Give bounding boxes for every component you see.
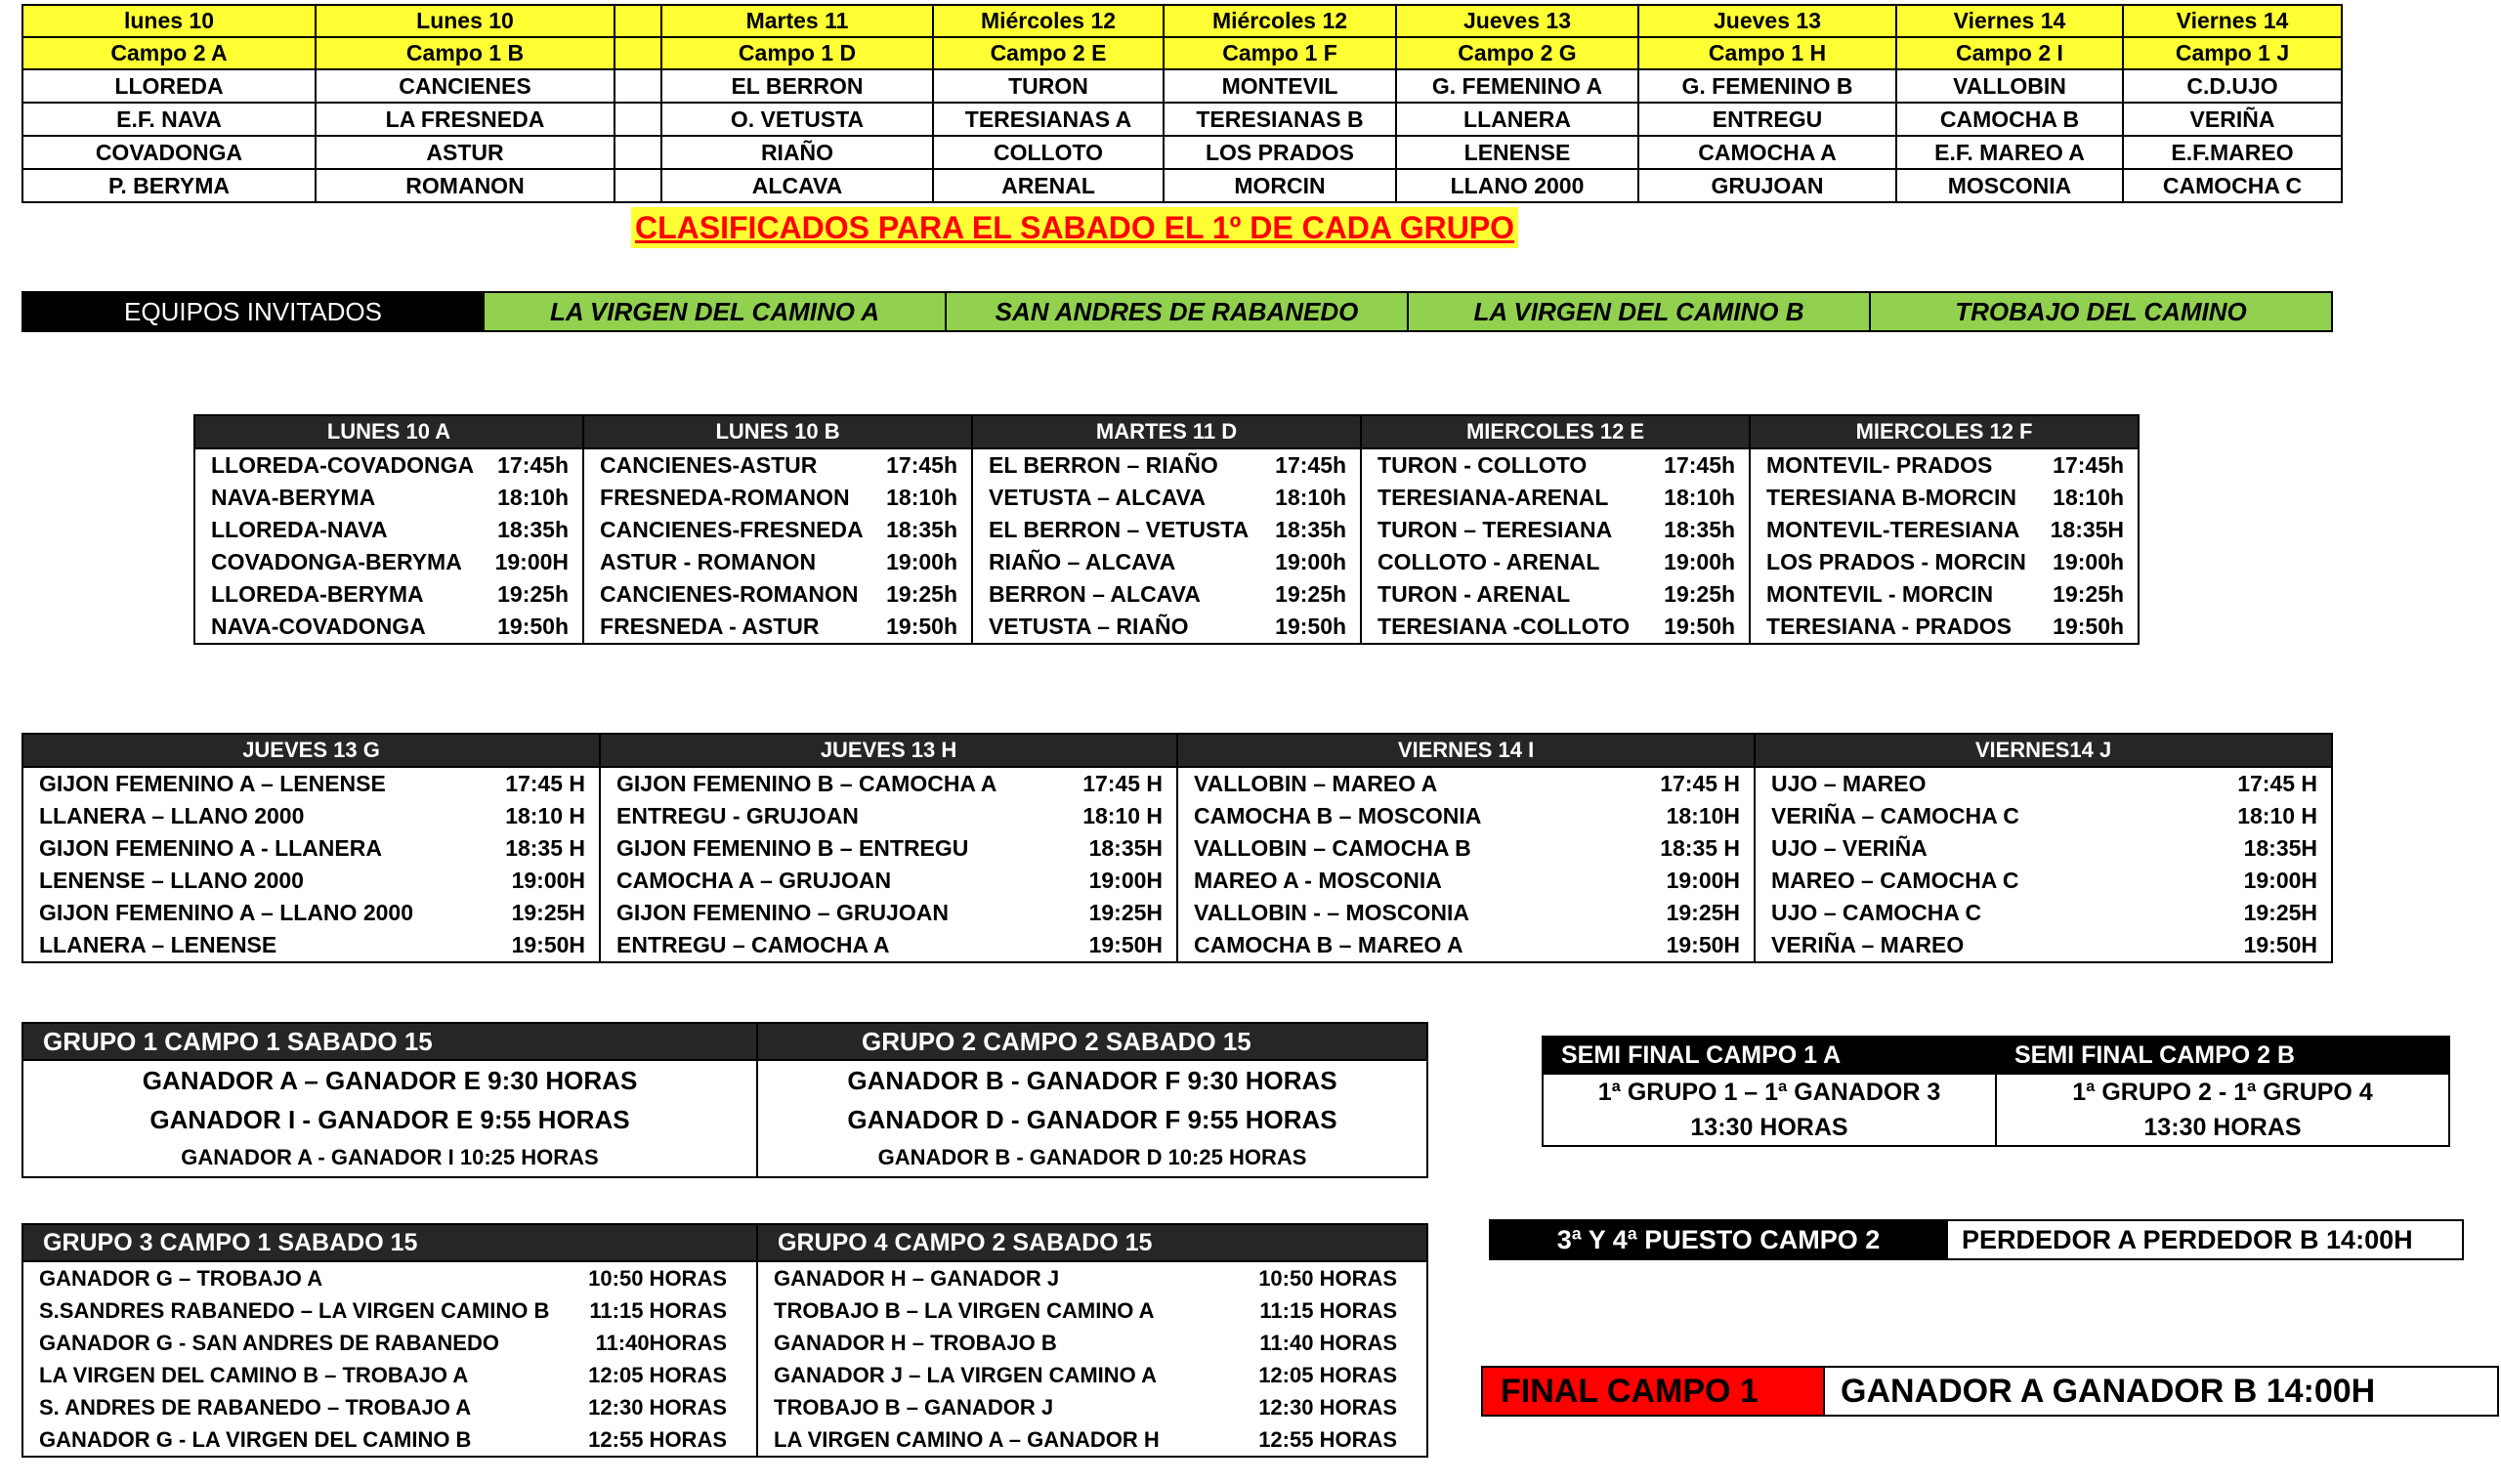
team-cell [615,169,661,202]
match-time: 19:25h [1253,578,1361,611]
semi-time: 13:30 HORAS [1996,1110,2449,1146]
match-name: GANADOR G - LA VIRGEN DEL CAMINO B [22,1423,581,1457]
match-time: 18:10h [1642,482,1750,514]
match-name: GIJON FEMENINO B – ENTREGU [600,832,1059,865]
match-time: 19:00H [476,546,583,578]
match-name: TERESIANA B-MORCIN [1750,482,2031,514]
team-cell: COLLOTO [933,136,1164,169]
day-header: JUEVES 13 G [22,734,600,767]
header-row [22,37,2342,69]
match-time: 18:10H [1636,800,1755,832]
team-cell: MONTEVIL [1164,69,1396,103]
match-name: CANCIENES-ASTUR [583,448,865,482]
match-time: 19:00H [1059,865,1177,897]
match-name: VERIÑA – CAMOCHA C [1755,800,2214,832]
team-cell: CANCIENES [316,69,615,103]
day-header: MIERCOLES 12 F [1750,415,2139,448]
match-name: FRESNEDA-ROMANON [583,482,865,514]
team-row [22,136,2342,169]
match-time: 17:45 H [1636,767,1755,800]
schedule-mon-wed [193,414,2140,645]
match-cell: GANADOR A - GANADOR I 10:25 HORAS [22,1139,757,1177]
match-time: 10:50 HORAS [1251,1261,1427,1294]
match-time: 19:25H [1059,897,1177,929]
match-name: GANADOR G - SAN ANDRES DE RABANEDO [22,1327,581,1359]
final-table [1481,1366,2499,1417]
match-name: LA VIRGEN DEL CAMINO B – TROBAJO A [22,1359,581,1391]
match-name: LLANERA – LLANO 2000 [22,800,482,832]
match-name: TERESIANA -COLLOTO [1361,611,1642,644]
match-time: 12:55 HORAS [1251,1423,1427,1457]
day-header: MARTES 11 D [972,415,1361,448]
match-cell: GANADOR B - GANADOR F 9:30 HORAS [757,1060,1427,1100]
match-name: NAVA-COVADONGA [194,611,476,644]
match-time: 19:50H [482,929,600,962]
header-cell: Martes 11 [661,5,933,37]
match-name: VALLOBIN – CAMOCHA B [1177,832,1636,865]
match-name: VETUSTA – RIAÑO [972,611,1253,644]
header-cell: Campo 2 E [933,37,1164,69]
match-name: LLOREDA-COVADONGA [194,448,476,482]
team-cell: CAMOCHA A [1638,136,1896,169]
match-time: 19:50h [1253,611,1361,644]
header-cell: Miércoles 12 [933,5,1164,37]
team-cell: LLANERA [1396,103,1638,136]
match-time: 18:10 H [482,800,600,832]
match-row [22,865,2332,897]
header-cell [615,37,661,69]
semi-match: 1ª GRUPO 1 – 1ª GANADOR 3 [1543,1074,1996,1110]
match-name: TROBAJO B – LA VIRGEN CAMINO A [757,1294,1251,1327]
match-name: UJO – CAMOCHA C [1755,897,2214,929]
match-time: 10:50 HORAS [581,1261,757,1294]
match-time: 19:00H [2214,865,2332,897]
team-cell: P. BERYMA [22,169,316,202]
header-cell: Viernes 14 [2123,5,2342,37]
match-name: GIJON FEMENINO A - LLANERA [22,832,482,865]
team-cell: LENENSE [1396,136,1638,169]
match-row [22,897,2332,929]
match-time: 17:45h [1253,448,1361,482]
match-time: 17:45h [865,448,972,482]
match-row [22,1359,1427,1391]
match-time: 18:35h [476,514,583,546]
match-name: LLOREDA-NAVA [194,514,476,546]
match-time: 17:45 H [1059,767,1177,800]
match-name: TERESIANA-ARENAL [1361,482,1642,514]
match-time: 11:15 HORAS [1251,1294,1427,1327]
semi-match: 1ª GRUPO 2 - 1ª GRUPO 4 [1996,1074,2449,1110]
teams-table [21,4,2343,203]
match-time: 11:15 HORAS [581,1294,757,1327]
match-time: 11:40 HORAS [1251,1327,1427,1359]
match-row [22,832,2332,865]
header-cell: Jueves 13 [1396,5,1638,37]
match-time: 19:50h [865,611,972,644]
match-time: 18:35h [1253,514,1361,546]
match-row [194,546,2139,578]
match-time: 19:50h [2031,611,2139,644]
match-time: 12:30 HORAS [1251,1391,1427,1423]
third-place-table [1489,1219,2464,1260]
match-time: 19:00H [1636,865,1755,897]
team-cell [615,136,661,169]
match-time: 19:00H [482,865,600,897]
match-name: VETUSTA – ALCAVA [972,482,1253,514]
match-cell: GANADOR A – GANADOR E 9:30 HORAS [22,1060,757,1100]
match-row [22,1423,1427,1457]
team-row [22,69,2342,103]
match-time: 18:10h [476,482,583,514]
header-cell: Miércoles 12 [1164,5,1396,37]
team-cell: E.F. NAVA [22,103,316,136]
match-name: MONTEVIL-TERESIANA [1750,514,2031,546]
team-cell: COVADONGA [22,136,316,169]
match-cell: GANADOR D - GANADOR F 9:55 HORAS [757,1100,1427,1139]
match-time: 19:00h [2031,546,2139,578]
team-cell: ROMANON [316,169,615,202]
team-row [22,169,2342,202]
match-time: 18:35H [1059,832,1177,865]
header-cell: Campo 1 F [1164,37,1396,69]
team-cell: ARENAL [933,169,1164,202]
header-cell: Jueves 13 [1638,5,1896,37]
match-name: UJO – VERIÑA [1755,832,2214,865]
qualified-note: CLASIFICADOS PARA EL SABADO EL 1º DE CADA GRUPO [631,207,1518,248]
match-time: 19:00h [1253,546,1361,578]
header-cell: Viernes 14 [1896,5,2123,37]
saturday-groups-1-2 [21,1022,1428,1178]
match-name: GANADOR J – LA VIRGEN CAMINO A [757,1359,1251,1391]
match-time: 19:00h [1642,546,1750,578]
match-time: 18:10 H [2214,800,2332,832]
match-name: CANCIENES-ROMANON [583,578,865,611]
match-name: LENENSE – LLANO 2000 [22,865,482,897]
match-name: MAREO A - MOSCONIA [1177,865,1636,897]
match-time: 19:50h [1642,611,1750,644]
match-name: TURON – TERESIANA [1361,514,1642,546]
match-time: 18:35h [865,514,972,546]
day-header: LUNES 10 A [194,415,583,448]
match-time: 18:35h [1642,514,1750,546]
match-name: GIJON FEMENINO B – CAMOCHA A [600,767,1059,800]
team-cell: TERESIANAS B [1164,103,1396,136]
team-cell: CAMOCHA C [2123,169,2342,202]
team-cell: RIAÑO [661,136,933,169]
match-time: 19:50h [476,611,583,644]
match-name: CANCIENES-FRESNEDA [583,514,865,546]
team-cell: LA FRESNEDA [316,103,615,136]
header-cell: Campo 2 G [1396,37,1638,69]
invited-team: LA VIRGEN DEL CAMINO A [484,292,946,331]
match-time: 18:10h [1253,482,1361,514]
match-name: UJO – MAREO [1755,767,2214,800]
team-cell: GRUJOAN [1638,169,1896,202]
match-name: MONTEVIL- PRADOS [1750,448,2031,482]
match-time: 19:50H [1636,929,1755,962]
match-name: GIJON FEMENINO A – LENENSE [22,767,482,800]
semi-final-table [1542,1036,2450,1147]
match-time: 19:50H [2214,929,2332,962]
match-name: CAMOCHA A – GRUJOAN [600,865,1059,897]
match-name: TURON - ARENAL [1361,578,1642,611]
invited-team: SAN ANDRES DE RABANEDO [946,292,1408,331]
invited-label: EQUIPOS INVITADOS [22,292,484,331]
header-cell: Campo 2 I [1896,37,2123,69]
match-name: GANADOR H – TROBAJO B [757,1327,1251,1359]
team-cell: MORCIN [1164,169,1396,202]
match-name: RIAÑO – ALCAVA [972,546,1253,578]
group-header: GRUPO 2 CAMPO 2 SABADO 15 [757,1023,1427,1060]
team-cell: CAMOCHA B [1896,103,2123,136]
team-cell: VERIÑA [2123,103,2342,136]
team-cell: G. FEMENINO A [1396,69,1638,103]
match-time: 11:40HORAS [581,1327,757,1359]
match-row [194,448,2139,482]
semi-time: 13:30 HORAS [1543,1110,1996,1146]
match-name: ASTUR - ROMANON [583,546,865,578]
team-cell: TURON [933,69,1164,103]
schedule-thu-fri [21,733,2333,963]
header-cell: lunes 10 [22,5,316,37]
team-cell: E.F. MAREO A [1896,136,2123,169]
match-time: 12:30 HORAS [581,1391,757,1423]
match-name: GIJON FEMENINO A – LLANO 2000 [22,897,482,929]
match-time: 19:00h [865,546,972,578]
header-row [22,5,2342,37]
team-cell: ALCAVA [661,169,933,202]
match-time: 12:05 HORAS [1251,1359,1427,1391]
match-row [22,929,2332,962]
header-cell: Campo 1 J [2123,37,2342,69]
match-time: 18:35 H [482,832,600,865]
match-time: 18:10h [2031,482,2139,514]
match-name: NAVA-BERYMA [194,482,476,514]
match-row [194,611,2139,644]
match-time: 18:35H [2031,514,2139,546]
team-cell: TERESIANAS A [933,103,1164,136]
match-name: TERESIANA - PRADOS [1750,611,2031,644]
match-name: VALLOBIN – MAREO A [1177,767,1636,800]
match-row [22,767,2332,800]
match-time: 19:25h [2031,578,2139,611]
match-name: COVADONGA-BERYMA [194,546,476,578]
match-name: ENTREGU – CAMOCHA A [600,929,1059,962]
third-place-match: PERDEDOR A PERDEDOR B 14:00H [1947,1220,2463,1259]
match-name: ENTREGU - GRUJOAN [600,800,1059,832]
header-cell: Campo 1 D [661,37,933,69]
invited-team: LA VIRGEN DEL CAMINO B [1408,292,1870,331]
team-cell [615,69,661,103]
match-name: CAMOCHA B – MOSCONIA [1177,800,1636,832]
match-name: MAREO – CAMOCHA C [1755,865,2214,897]
invited-teams-bar [21,291,2333,332]
match-name: GANADOR H – GANADOR J [757,1261,1251,1294]
match-name: LLOREDA-BERYMA [194,578,476,611]
match-name: VALLOBIN - – MOSCONIA [1177,897,1636,929]
match-name: GANADOR G – TROBAJO A [22,1261,581,1294]
match-row [194,514,2139,546]
header-cell: Lunes 10 [316,5,615,37]
match-name: MONTEVIL - MORCIN [1750,578,2031,611]
match-row [22,1391,1427,1423]
semi-header: SEMI FINAL CAMPO 1 A [1543,1037,1996,1074]
match-time: 19:25H [482,897,600,929]
match-name: TROBAJO B – GANADOR J [757,1391,1251,1423]
team-cell [615,103,661,136]
team-cell: LLANO 2000 [1396,169,1638,202]
team-cell: C.D.UJO [2123,69,2342,103]
match-time: 19:25h [476,578,583,611]
team-cell: LLOREDA [22,69,316,103]
match-name: VERIÑA – MAREO [1755,929,2214,962]
saturday-groups-3-4 [21,1223,1428,1458]
match-name: TURON - COLLOTO [1361,448,1642,482]
match-name: S.SANDRES RABANEDO – LA VIRGEN CAMINO B [22,1294,581,1327]
match-time: 18:10h [865,482,972,514]
match-time: 17:45h [1642,448,1750,482]
day-header: JUEVES 13 H [600,734,1177,767]
match-name: LOS PRADOS - MORCIN [1750,546,2031,578]
match-time: 19:50H [1059,929,1177,962]
match-time: 12:05 HORAS [581,1359,757,1391]
group-header: GRUPO 1 CAMPO 1 SABADO 15 [22,1023,757,1060]
header-cell: Campo 1 B [316,37,615,69]
semi-header: SEMI FINAL CAMPO 2 B [1996,1037,2449,1074]
team-cell: LOS PRADOS [1164,136,1396,169]
team-cell: ENTREGU [1638,103,1896,136]
match-time: 18:35H [2214,832,2332,865]
match-row [22,800,2332,832]
match-name: FRESNEDA - ASTUR [583,611,865,644]
group-header: GRUPO 3 CAMPO 1 SABADO 15 [22,1224,757,1261]
match-name: EL BERRON – VETUSTA [972,514,1253,546]
match-time: 17:45 H [2214,767,2332,800]
match-row [194,578,2139,611]
team-cell: VALLOBIN [1896,69,2123,103]
match-cell: GANADOR I - GANADOR E 9:55 HORAS [22,1100,757,1139]
team-cell: G. FEMENINO B [1638,69,1896,103]
day-header: MIERCOLES 12 E [1361,415,1750,448]
match-name: GIJON FEMENINO – GRUJOAN [600,897,1059,929]
match-time: 18:35 H [1636,832,1755,865]
match-row [194,482,2139,514]
match-time: 17:45h [476,448,583,482]
match-time: 17:45h [2031,448,2139,482]
match-name: EL BERRON – RIAÑO [972,448,1253,482]
match-time: 19:25H [1636,897,1755,929]
team-cell: EL BERRON [661,69,933,103]
match-name: BERRON – ALCAVA [972,578,1253,611]
day-header: VIERNES 14 I [1177,734,1755,767]
header-cell [615,5,661,37]
match-cell: GANADOR B - GANADOR D 10:25 HORAS [757,1139,1427,1177]
match-row [22,1261,1427,1294]
invited-team: TROBAJO DEL CAMINO [1870,292,2332,331]
team-row [22,103,2342,136]
match-name: CAMOCHA B – MAREO A [1177,929,1636,962]
match-row [22,1294,1427,1327]
match-time: 12:55 HORAS [581,1423,757,1457]
match-time: 17:45 H [482,767,600,800]
match-time: 19:25h [1642,578,1750,611]
match-name: COLLOTO - ARENAL [1361,546,1642,578]
header-cell: Campo 1 H [1638,37,1896,69]
match-name: LLANERA – LENENSE [22,929,482,962]
final-match: GANADOR A GANADOR B 14:00H [1824,1367,2498,1416]
header-cell: Campo 2 A [22,37,316,69]
match-time: 18:10 H [1059,800,1177,832]
third-place-label: 3ª Y 4ª PUESTO CAMPO 2 [1490,1220,1947,1259]
day-header: LUNES 10 B [583,415,972,448]
team-cell: O. VETUSTA [661,103,933,136]
team-cell: ASTUR [316,136,615,169]
match-time: 19:25H [2214,897,2332,929]
team-cell: MOSCONIA [1896,169,2123,202]
team-cell: E.F.MAREO [2123,136,2342,169]
match-time: 19:25h [865,578,972,611]
match-row [22,1327,1427,1359]
match-name: S. ANDRES DE RABANEDO – TROBAJO A [22,1391,581,1423]
group-header: GRUPO 4 CAMPO 2 SABADO 15 [757,1224,1427,1261]
match-name: LA VIRGEN CAMINO A – GANADOR H [757,1423,1251,1457]
final-label: FINAL CAMPO 1 [1482,1367,1824,1416]
day-header: VIERNES14 J [1755,734,2332,767]
